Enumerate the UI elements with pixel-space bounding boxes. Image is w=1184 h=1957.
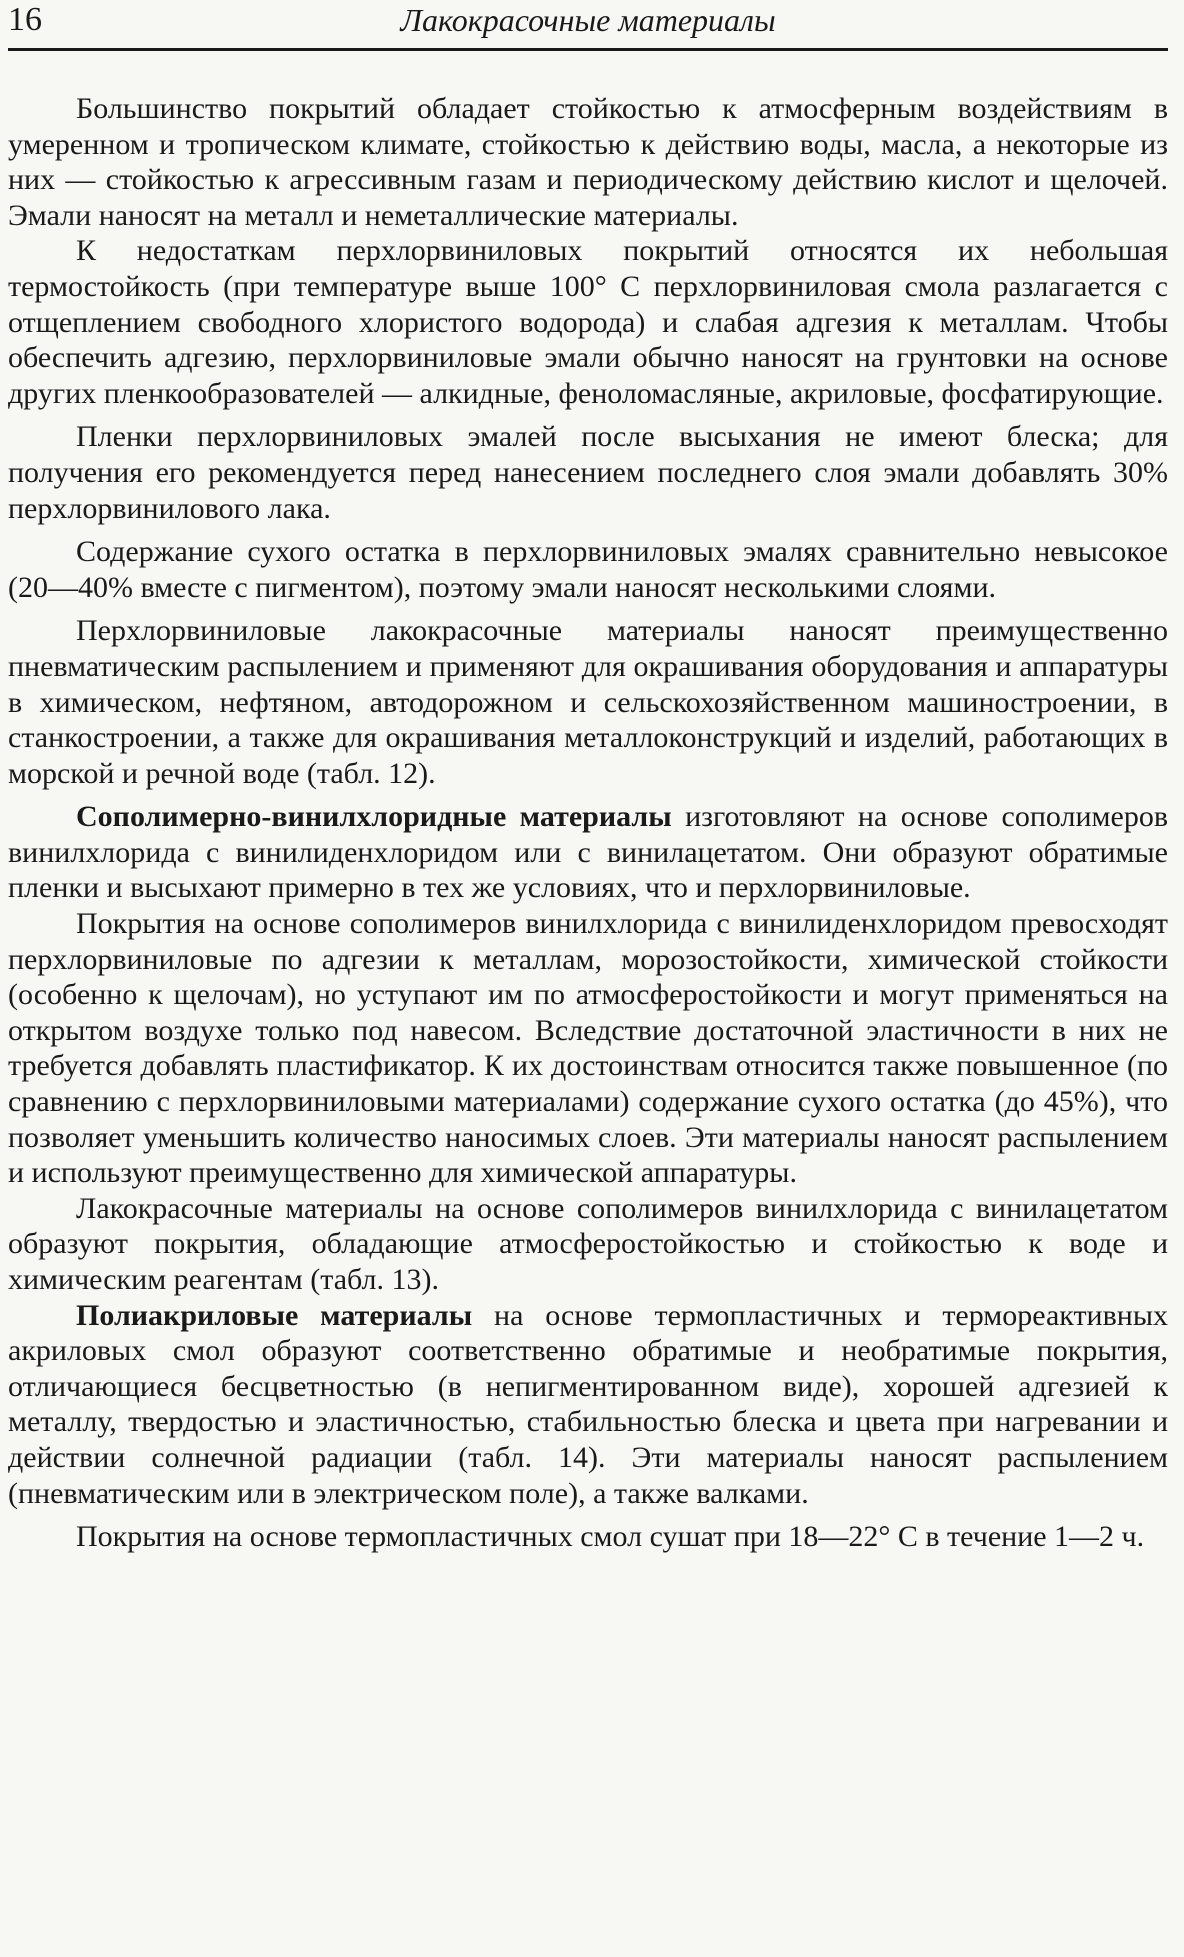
paragraph-text: на основе термопластичных и термореактивных акриловых смол образуют соответственно обратимые и необратимые покрытия, отличающиеся бесцветностью (в непигментированном виде), хорошей адгезией к металлу, твердостью и эластичностью, стабильностью блеска и цвета при нагревании и действии солнечной радиации (табл. 14). Эти материалы наносят распылением (пневматическим или в электрическом поле), а также валками. — [8, 1298, 1168, 1510]
paragraph-text: Большинство покрытий обладает стойкостью к атмосферным воздействиям в умеренном и тропическом климате, стойкостью к действию воды, масла, а некоторые из них — стойкостью к агрессивным газам и периодическому действию кислот и щелочей. Эмали наносят на металл и неметаллические материалы. — [8, 92, 1168, 232]
paragraph-text: Покрытия на основе сополимеров винилхлорида с винилиденхлоридом превосходят перхлорвиниловые по адгезии к металлам, морозостойкости, химической стойкости (особенно к щелочам), но уступают им по атмосферостойкости и могут применяться на открытом воздухе только под навесом. Вследствие достаточной эластичности в них не требуется добавлять пластификатор. К их достоинствам относится также повышенное (по сравнению с перхлорвиниловыми материалами) содержание сухого остатка (до 45%), что позволяет уменьшить количество наносимых слоев. Эти материалы наносят распылением и используют преимущественно для химической аппаратуры. — [8, 907, 1168, 1190]
paragraph-text: Перхлорвиниловые лакокрасочные материалы наносят преимущественно пневматическим распылением и применяют для окрашивания оборудования и аппаратуры в химическом, нефтяном, автодорожном и сельскохозяйственном машиностроении, в станкостроении, а также для окрашивания металлоконструкций и изделий, работающих в морской и речной воде (табл. 12). — [8, 614, 1168, 790]
book-page — [8, 0, 1168, 1555]
paragraph — [8, 613, 1168, 791]
paragraph — [8, 1191, 1168, 1298]
section-lead-term: Полиакриловые материалы — [76, 1298, 473, 1332]
paragraph — [8, 91, 1168, 233]
section-lead-term: Сополимерно-винилхлоридные материалы — [76, 800, 672, 834]
body-text — [8, 91, 1168, 1555]
paragraph — [8, 799, 1168, 906]
paragraph — [8, 1519, 1168, 1555]
paragraph-text: Лакокрасочные материалы на основе сополимеров винилхлорида с винилацетатом образуют покрытия, обладающие атмосферостойкостью и стойкостью к воде и химическим реагентам (табл. 13). — [8, 1191, 1168, 1296]
paragraph-text: изготовляют на основе сополимеров винилхлорида с винилиденхлоридом или с винилацетатом. Они образуют обратимые пленки и высыхают примерно в тех же условиях, что и перхлорвиниловые. — [8, 800, 1168, 905]
paragraph-text: К недостаткам перхлорвиниловых покрытий относятся их небольшая термостойкость (при температуре выше 100° С перхлорвиниловая смола разлагается с отщеплением свободного хлористого водорода) и слабая адгезия к металлам. Чтобы обеспечить адгезию, перхлорвиниловые эмали обычно наносят на грунтовки на основе других пленкообразователей — алкидные, феноломасляные, акриловые, фосфатирующие. — [8, 234, 1168, 410]
paragraph — [8, 906, 1168, 1191]
page-number: 16 — [8, 1, 42, 38]
paragraph — [8, 1298, 1168, 1512]
paragraph — [8, 534, 1168, 605]
running-head — [8, 0, 1168, 51]
paragraph-text: Содержание сухого остатка в перхлорвиниловых эмалях сравнительно невысокое (20—40% вместе с пигментом), поэтому эмали наносят несколькими слоями. — [8, 535, 1168, 604]
paragraph — [8, 233, 1168, 411]
paragraph-text: Пленки перхлорвиниловых эмалей после высыхания не имеют блеска; для получения его рекомендуется перед нанесением последнего слоя эмали добавлять 30% перхлорвинилового лака. — [8, 420, 1168, 525]
paragraph-text: Покрытия на основе термопластичных смол сушат при 18—22° С в течение 1—2 ч. — [76, 1520, 1145, 1554]
running-title: Лакокрасочные материалы — [400, 2, 776, 38]
paragraph — [8, 419, 1168, 526]
